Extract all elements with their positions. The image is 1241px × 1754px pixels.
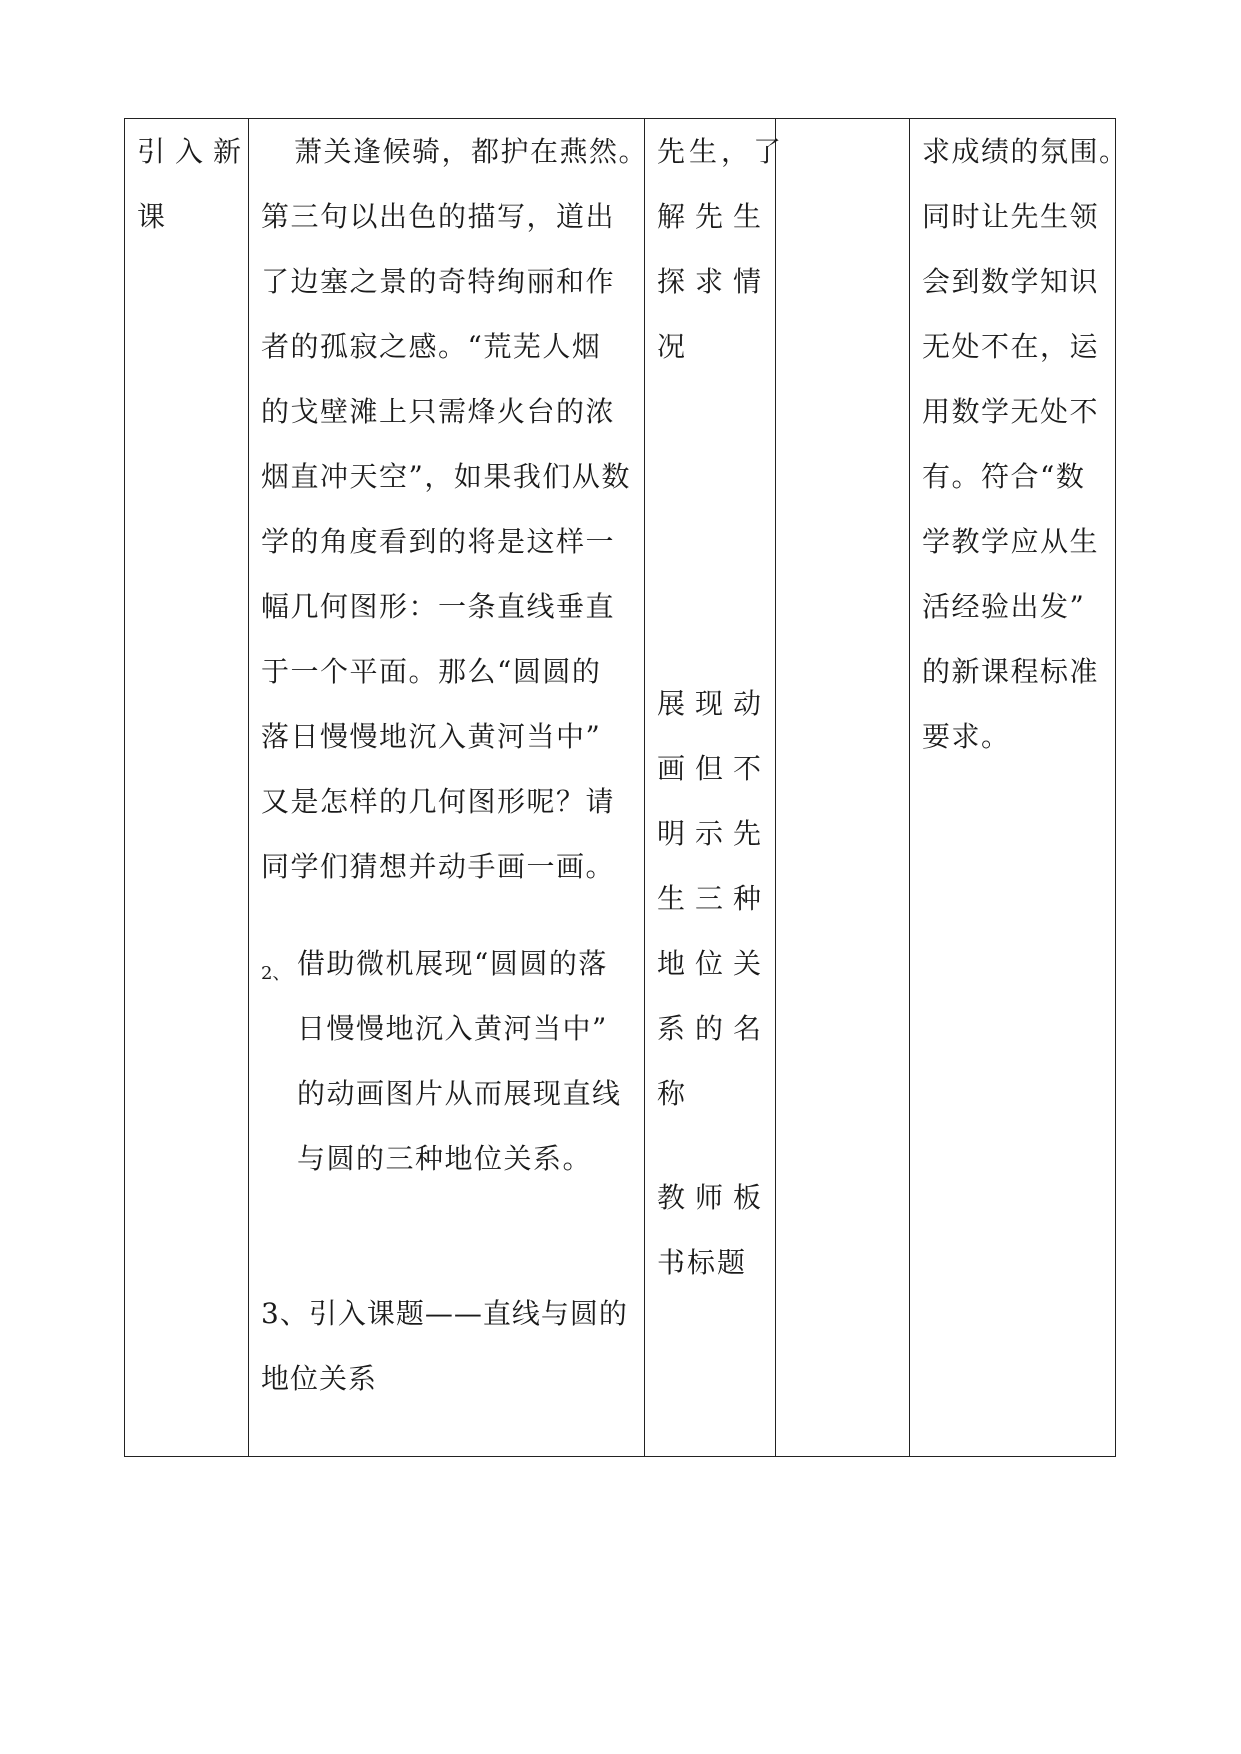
item-2-line: 借助微机展现“圆圆的落: [297, 947, 608, 980]
intro-line: 的戈壁滩上只需烽火台的浓: [261, 395, 616, 428]
item-2-line: 日慢慢地沉入黄河当中”: [297, 1012, 608, 1045]
teacher-line: 教师板: [657, 1181, 772, 1214]
intro-line: 又是怎样的几何图形呢？请: [261, 785, 616, 818]
student-cell: [776, 119, 910, 1457]
teacher-line: 探求情: [657, 265, 772, 298]
intro-line: 于一个平面。那么“圆圆的: [261, 655, 602, 688]
intent-line: 要求。: [922, 720, 1011, 753]
item-2-text: [297, 931, 622, 1191]
intro-line: 学的角度看到的将是这样一: [261, 525, 616, 558]
table-row: [125, 119, 1116, 1457]
stage-line: 课: [137, 200, 176, 233]
item-3-line: 3、引入课题——直线与圆的: [261, 1297, 628, 1330]
teacher-line: 先生，了: [657, 135, 786, 168]
item-3-text: [261, 1281, 628, 1411]
teacher-block-1: [657, 119, 785, 379]
intro-line: 落日慢慢地沉入黄河当中”: [261, 720, 602, 753]
intro-line: 了边塞之景的奇特绚丽和作: [261, 265, 616, 298]
intro-line: 同学们猜想并动手画一画。: [261, 850, 616, 883]
teacher-block-2: [657, 671, 771, 1126]
teacher-line: 生三种: [657, 882, 772, 915]
intent-cell: [910, 119, 1129, 1457]
intro-line: 第三句以出色的描写，道出: [261, 200, 616, 233]
teacher-line: 称: [657, 1077, 696, 1110]
item-2-line: 的动画图片从而展现直线: [297, 1077, 622, 1110]
content-cell: [249, 119, 649, 1457]
intent-line: 无处不在，运: [922, 330, 1100, 363]
stage-line: 引入新: [137, 135, 252, 168]
teacher-line: 况: [657, 330, 696, 363]
teacher-line: 书标题: [657, 1246, 748, 1279]
teacher-line: 系的名: [657, 1012, 772, 1045]
intro-line: 幅几何图形：一条直线垂直: [261, 590, 616, 623]
stage-cell: [125, 119, 252, 1457]
intent-text: [922, 119, 1129, 769]
teacher-line: 展现动: [657, 687, 772, 720]
intent-line: 活经验出发”: [922, 590, 1086, 623]
item-3-line: 地位关系: [261, 1362, 378, 1395]
intro-line: 者的孤寂之感。“荒芜人烟: [261, 330, 602, 363]
teacher-line: 画但不: [657, 752, 772, 785]
item-2-line: 与圆的三种地位关系。: [297, 1142, 593, 1175]
teacher-line: 解先生: [657, 200, 772, 233]
intent-line: 学教学应从生: [922, 525, 1100, 558]
teacher-cell: [645, 119, 786, 1457]
teacher-line: 地位关: [657, 947, 772, 980]
intro-line: 烟直冲天空”，如果我们从数: [261, 460, 631, 493]
lesson-plan-table: [124, 118, 1129, 1457]
intent-line: 会到数学知识: [922, 265, 1100, 298]
teacher-block-3: [657, 1165, 771, 1295]
intent-line: 同时让先生领: [922, 200, 1100, 233]
stage-text: [137, 119, 251, 249]
intent-line: 有。符合“数: [922, 460, 1086, 493]
intro-paragraph: [261, 119, 648, 899]
item-2-number: 2、: [261, 963, 291, 984]
intent-line: 求成绩的氛围。: [922, 135, 1129, 168]
intent-line: 的新课程标准: [922, 655, 1100, 688]
intro-line: 萧关逢候骑，都护在燕然。: [294, 135, 649, 168]
intent-line: 用数学无处不: [922, 395, 1100, 428]
teacher-line: 明示先: [657, 817, 772, 850]
